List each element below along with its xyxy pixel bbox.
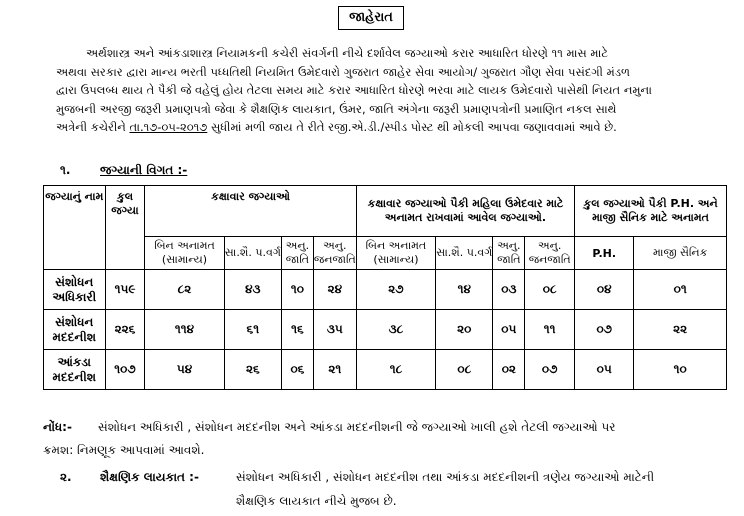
subheader-cell: અનુ. જાતિ (282, 237, 314, 270)
value-cell: ૨૦ (436, 310, 493, 350)
value-cell: ૧૪ (436, 270, 493, 310)
value-cell: ૫૪ (145, 350, 224, 390)
subheader-cell: માજી સૈનિક (634, 237, 727, 270)
value-cell: ૨૨ (634, 310, 727, 350)
value-cell: ૨૬ (224, 350, 281, 390)
value-cell: ૦૮ (436, 350, 493, 390)
header-category-wise: કક્ષાવાર જગ્યાઓ (145, 186, 356, 237)
value-cell: ૦૬ (282, 350, 314, 390)
value-cell: ૩૮ (356, 310, 435, 350)
section-1-number: ૧. (60, 163, 71, 177)
value-cell: ૧૦ (282, 270, 314, 310)
value-cell: ૧૧ (525, 310, 575, 350)
subheader-cell: અનુ. જનજાતિ (313, 237, 356, 270)
value-cell: ૧૦ (634, 350, 727, 390)
value-cell: ૮૨ (145, 270, 224, 310)
subheader-cell: બિન અનામત (સામાન્ય) (356, 237, 435, 270)
value-cell: ૦૫ (493, 310, 525, 350)
header-total: કુલ જગ્યા (105, 186, 145, 270)
header-women-reserved: કક્ષાવાર જગ્યાઓ પૈકી મહિલા ઉમેદવાર માટે અનામત રાખવામાં આવેલ જગ્યાઓ. (356, 186, 574, 237)
note-line-1: સંશોધન અધિકારી , સંશોધન મદદનીશ અને આંકડા મદદનીશની જે જગ્યાઓ ખાલી હશે તેટલી જગ્યાઓ પર (98, 420, 616, 434)
post-name-cell: સંશોધન મદદનીશ (44, 310, 106, 350)
section-2-line-1: સંશોધન અધિકારી , સંશોધન મદદનીશ તથા આંકડા મદદનીશની ત્રણેય જગ્યાઓ માટેની (236, 470, 655, 484)
value-cell: ૦૭ (525, 350, 575, 390)
value-cell: ૦૨ (493, 350, 525, 390)
total-cell: ૨૨૬ (105, 310, 145, 350)
value-cell: ૧૧૪ (145, 310, 224, 350)
intro-prefix: અત્રેની કચેરીને (56, 120, 130, 135)
table-row (44, 350, 727, 390)
subheader-cell: અનુ. જનજાતિ (525, 237, 575, 270)
value-cell: ૬૧ (224, 310, 281, 350)
value-cell: ૩૫ (313, 310, 356, 350)
post-name-cell: સંશોધન અધિકારી (44, 270, 106, 310)
note-line-2: ક્રમશ: નિમણૂક આપવામાં આવશે. (43, 443, 205, 457)
table-row (44, 310, 727, 350)
section-2-heading: શૈક્ષણિક લાયકાત :- (100, 470, 199, 484)
section-1-heading: જગ્યાની વિગત :- (100, 163, 188, 177)
value-cell: ૨૧ (313, 350, 356, 390)
value-cell: ૦૭ (575, 310, 634, 350)
header-post-name: જગ્યાનું નામ (44, 186, 106, 270)
total-cell: ૧૦૭ (105, 350, 145, 390)
value-cell: ૧૬ (282, 310, 314, 350)
intro-line: મુજબની અરજી જરૂરી પ્રમાણપત્રો જેવા કે શૈક્ષણિક લાયકાત, ઉંમર, જાતિ અંગેના જરૂરી પ્રમાણપત્રોની પ્રમાણિત નકલ સાથે (56, 101, 617, 116)
subheader-cell: P.H. (575, 237, 634, 270)
intro-line: દ્વારા ઉપલબ્ધ થાય તે પૈકી જે વહેલું હોય તેટલા સમય માટે કરાર આધારિત ધોરણે ભરવા માટે લાયક ઉમેદવારો પાસેથી નિયત નમુના (56, 83, 652, 98)
value-cell: ૦૮ (525, 270, 575, 310)
page-title: જાહેરાત (338, 6, 404, 30)
value-cell: ૨૪ (313, 270, 356, 310)
subheader-cell: અનુ. જાતિ (493, 237, 525, 270)
value-cell: ૦૪ (575, 270, 634, 310)
section-2-number: ૨. (60, 470, 72, 484)
table-row (44, 270, 727, 310)
intro-line: અર્થશાસ્ત્ર અને આંકડાશાસ્ત્ર નિયામકની કચેરી સંવર્ગની નીચે દર્શાવેલ જગ્યાઓ કરાર આધારિત ધોરણે ૧૧ માસ માટે (86, 46, 609, 60)
value-cell: ૦૫ (575, 350, 634, 390)
intro-line: અથવા સરકાર દ્વારા માન્ય ભરતી પધ્ધતિથી નિયમિત ઉમેદવારો ગુજરાત જાહેર સેવા આયોગ/ ગુજરાત ગૌણ સેવા પસંદગી મંડળ (56, 64, 631, 79)
subheader-cell: સા.શૈ. પ.વર્ગ (436, 237, 493, 270)
intro-paragraph (56, 44, 728, 137)
deadline-date: તા.૧૭-૦૫-૨૦૧૭ (129, 120, 208, 135)
subheader-cell: સા.શૈ. પ.વર્ગ (224, 237, 281, 270)
note-label: નોંધ:- (43, 420, 72, 434)
post-name-cell: આંકડા મદદનીશ (44, 350, 106, 390)
value-cell: ૦૩ (493, 270, 525, 310)
subheader-cell: બિન અનામત (સામાન્ય) (145, 237, 224, 270)
total-cell: ૧૫૯ (105, 270, 145, 310)
intro-suffix: સુધીમાં મળી જાય તે રીતે રજી.એ.ડી./સ્પીડ પોસ્ટ થી મોકલી આપવા જણાવવામાં આવે છે. (207, 120, 617, 135)
value-cell: ૪૩ (224, 270, 281, 310)
header-ph-exserv: કુલ જગ્યાઓ પૈકી P.H. અને માજી સૈનિક માટે અનામત (575, 186, 727, 237)
section-2-line-2: શૈક્ષણિક લાયકાત નીચે મુજબ છે. (236, 494, 397, 508)
value-cell: ૨૭ (356, 270, 435, 310)
intro-last-line (56, 118, 728, 137)
value-cell: ૦૧ (634, 270, 727, 310)
vacancy-table (43, 185, 727, 390)
value-cell: ૧૮ (356, 350, 435, 390)
